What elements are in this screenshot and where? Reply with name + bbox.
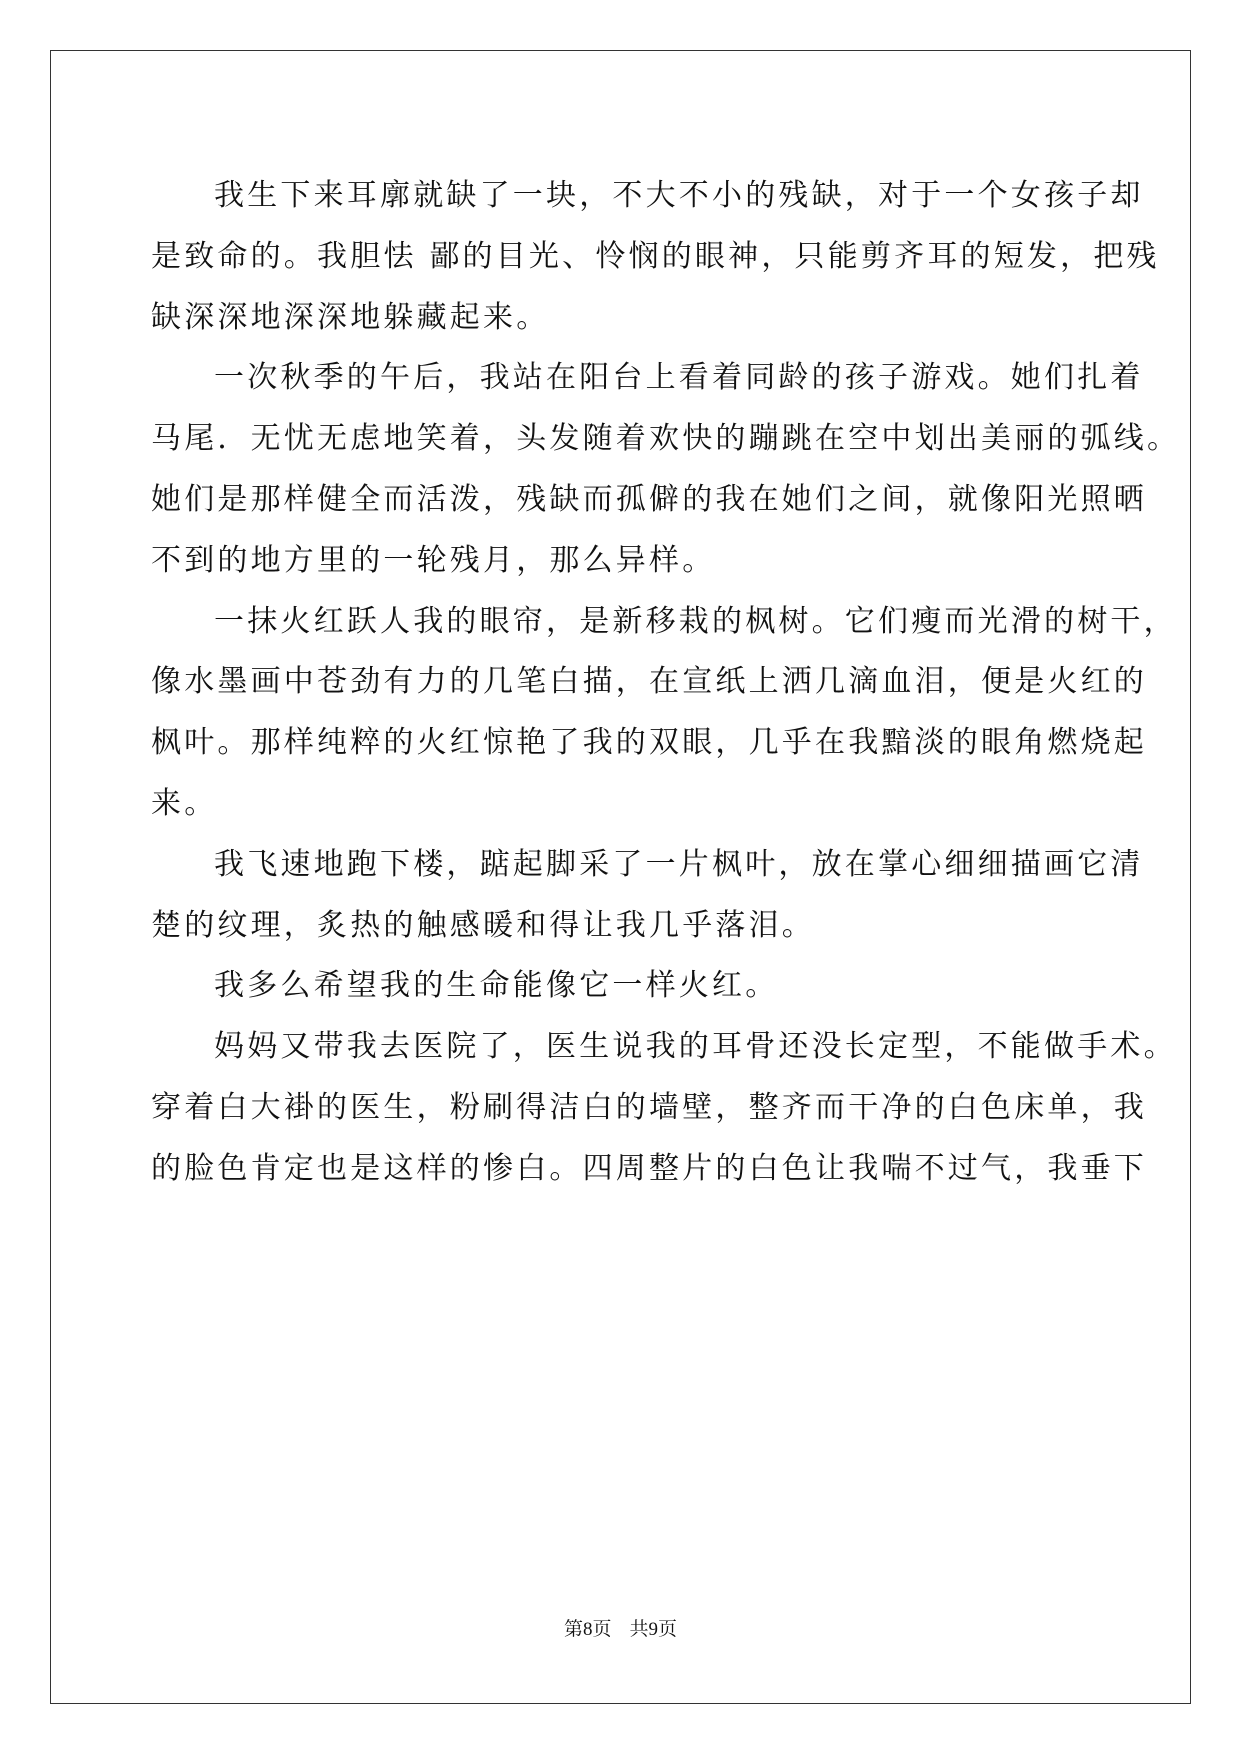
- footer-total-suffix: 页: [658, 1618, 678, 1640]
- page-footer: [0, 1617, 1241, 1642]
- text-line: 枫叶。那样纯粹的火红惊艳了我的双眼，几乎在我黯淡的眼角燃烧起: [151, 725, 1147, 761]
- text-line: 一次秋季的午后，我站在阳台上看着同龄的孩子游戏。她们扎着: [214, 360, 1144, 396]
- text-line: 一抹火红跃人我的眼帘，是新移栽的枫树。它们瘦而光滑的树干，: [214, 603, 1177, 639]
- current-page-number: 8: [582, 1619, 593, 1640]
- document-body: [151, 166, 1181, 1200]
- text-line: 不到的地方里的一轮残月，那么异样。: [151, 542, 716, 578]
- text-line: 是致命的。我胆怯 鄙的目光、怜悯的眼神，只能剪齐耳的短发，把残: [151, 238, 1160, 274]
- text-line: 的脸色肯定也是这样的惨白。四周整片的白色让我喘不过气，我垂下: [151, 1150, 1147, 1186]
- text-line: 来。: [151, 785, 218, 821]
- text-line: 我生下来耳廓就缺了一块，不大不小的残缺，对于一个女孩子却: [214, 178, 1144, 213]
- footer-total-prefix: 共: [629, 1618, 649, 1640]
- text-line: 马尾．无忧无虑地笑着，头发随着欢快的蹦跳在空中划出美丽的弧线。: [151, 421, 1181, 457]
- text-line: 缺深深地深深地躲藏起来。: [151, 299, 550, 335]
- text-line: 穿着白大褂的医生，粉刷得洁白的墙壁，整齐而干净的白色床单，我: [151, 1089, 1147, 1125]
- text-line: 我飞速地跑下楼，踮起脚采了一片枫叶，放在掌心细细描画它清: [214, 846, 1144, 882]
- total-pages-number: 9: [648, 1619, 659, 1640]
- footer-page-suffix: 页: [592, 1618, 612, 1640]
- footer-prefix: 第: [563, 1618, 583, 1640]
- text-line: 妈妈又带我去医院了，医生说我的耳骨还没长定型，不能做手术。: [214, 1029, 1177, 1065]
- text-line: 我多么希望我的生命能像它一样火红。: [214, 968, 779, 1004]
- text-line: 楚的纹理，炙热的触感暖和得让我几乎落泪。: [151, 907, 815, 943]
- text-line: 她们是那样健全而活泼，残缺而孤僻的我在她们之间，就像阳光照晒: [151, 481, 1147, 517]
- text-line: 像水墨画中苍劲有力的几笔白描，在宣纸上洒几滴血泪，便是火红的: [151, 664, 1147, 700]
